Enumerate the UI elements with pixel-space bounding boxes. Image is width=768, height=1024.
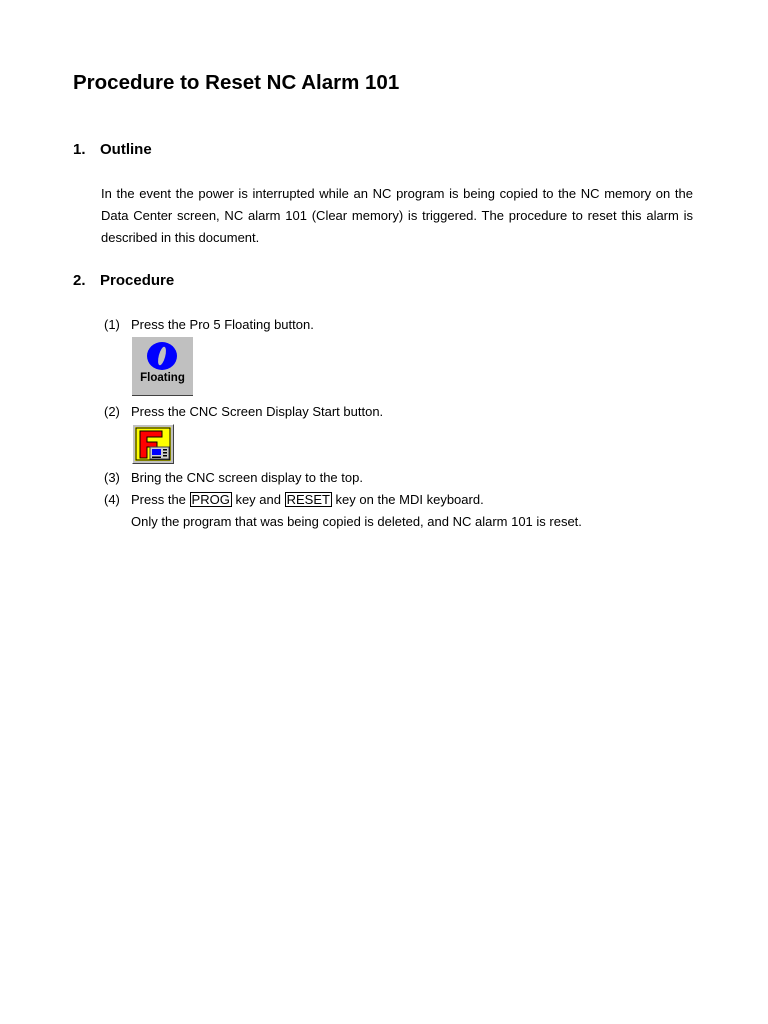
- reset-key: RESET: [286, 492, 330, 507]
- section-outline-heading: [73, 141, 152, 158]
- step-number: (1): [104, 317, 120, 332]
- step-text-middle: key and: [231, 492, 285, 507]
- step-text-after: key on the MDI keyboard.: [331, 492, 484, 507]
- cnc-screen-display-start-button[interactable]: [132, 424, 174, 464]
- outline-paragraph: In the event the power is interrupted while an NC program is being copied to the NC memory on the Data Center screen, NC alarm 101 (Clear memory) is triggered. The procedure to reset this alarm is described in this document.: [101, 186, 693, 245]
- floating-icon: [145, 340, 179, 372]
- step-number: (2): [104, 404, 120, 419]
- step-number: (3): [104, 470, 120, 485]
- step-number: (4): [104, 492, 120, 507]
- section-procedure-heading: [73, 272, 174, 289]
- floating-button-label: Floating: [140, 372, 185, 384]
- prog-key: PROG: [191, 492, 230, 507]
- floating-button[interactable]: [132, 337, 193, 396]
- section-number: 2.: [73, 272, 86, 289]
- procedure-step-4: [104, 489, 484, 511]
- step-text: Bring the CNC screen display to the top.: [131, 470, 363, 485]
- section-number: 1.: [73, 141, 86, 158]
- step-text: Press the Pro 5 Floating button.: [131, 317, 314, 332]
- procedure-step-2: [104, 401, 383, 423]
- cnc-screen-display-icon: [135, 427, 171, 461]
- procedure-step-3: [104, 467, 363, 489]
- section-title: Outline: [100, 141, 152, 158]
- section-title: Procedure: [100, 272, 175, 289]
- step-text-before: Press the: [131, 492, 190, 507]
- step-text: Press the CNC Screen Display Start button.: [131, 404, 384, 419]
- procedure-step-4-note: Only the program that was being copied is deleted, and NC alarm 101 is reset.: [131, 514, 582, 529]
- page-title: Procedure to Reset NC Alarm 101: [73, 71, 400, 94]
- procedure-step-1: [104, 314, 314, 336]
